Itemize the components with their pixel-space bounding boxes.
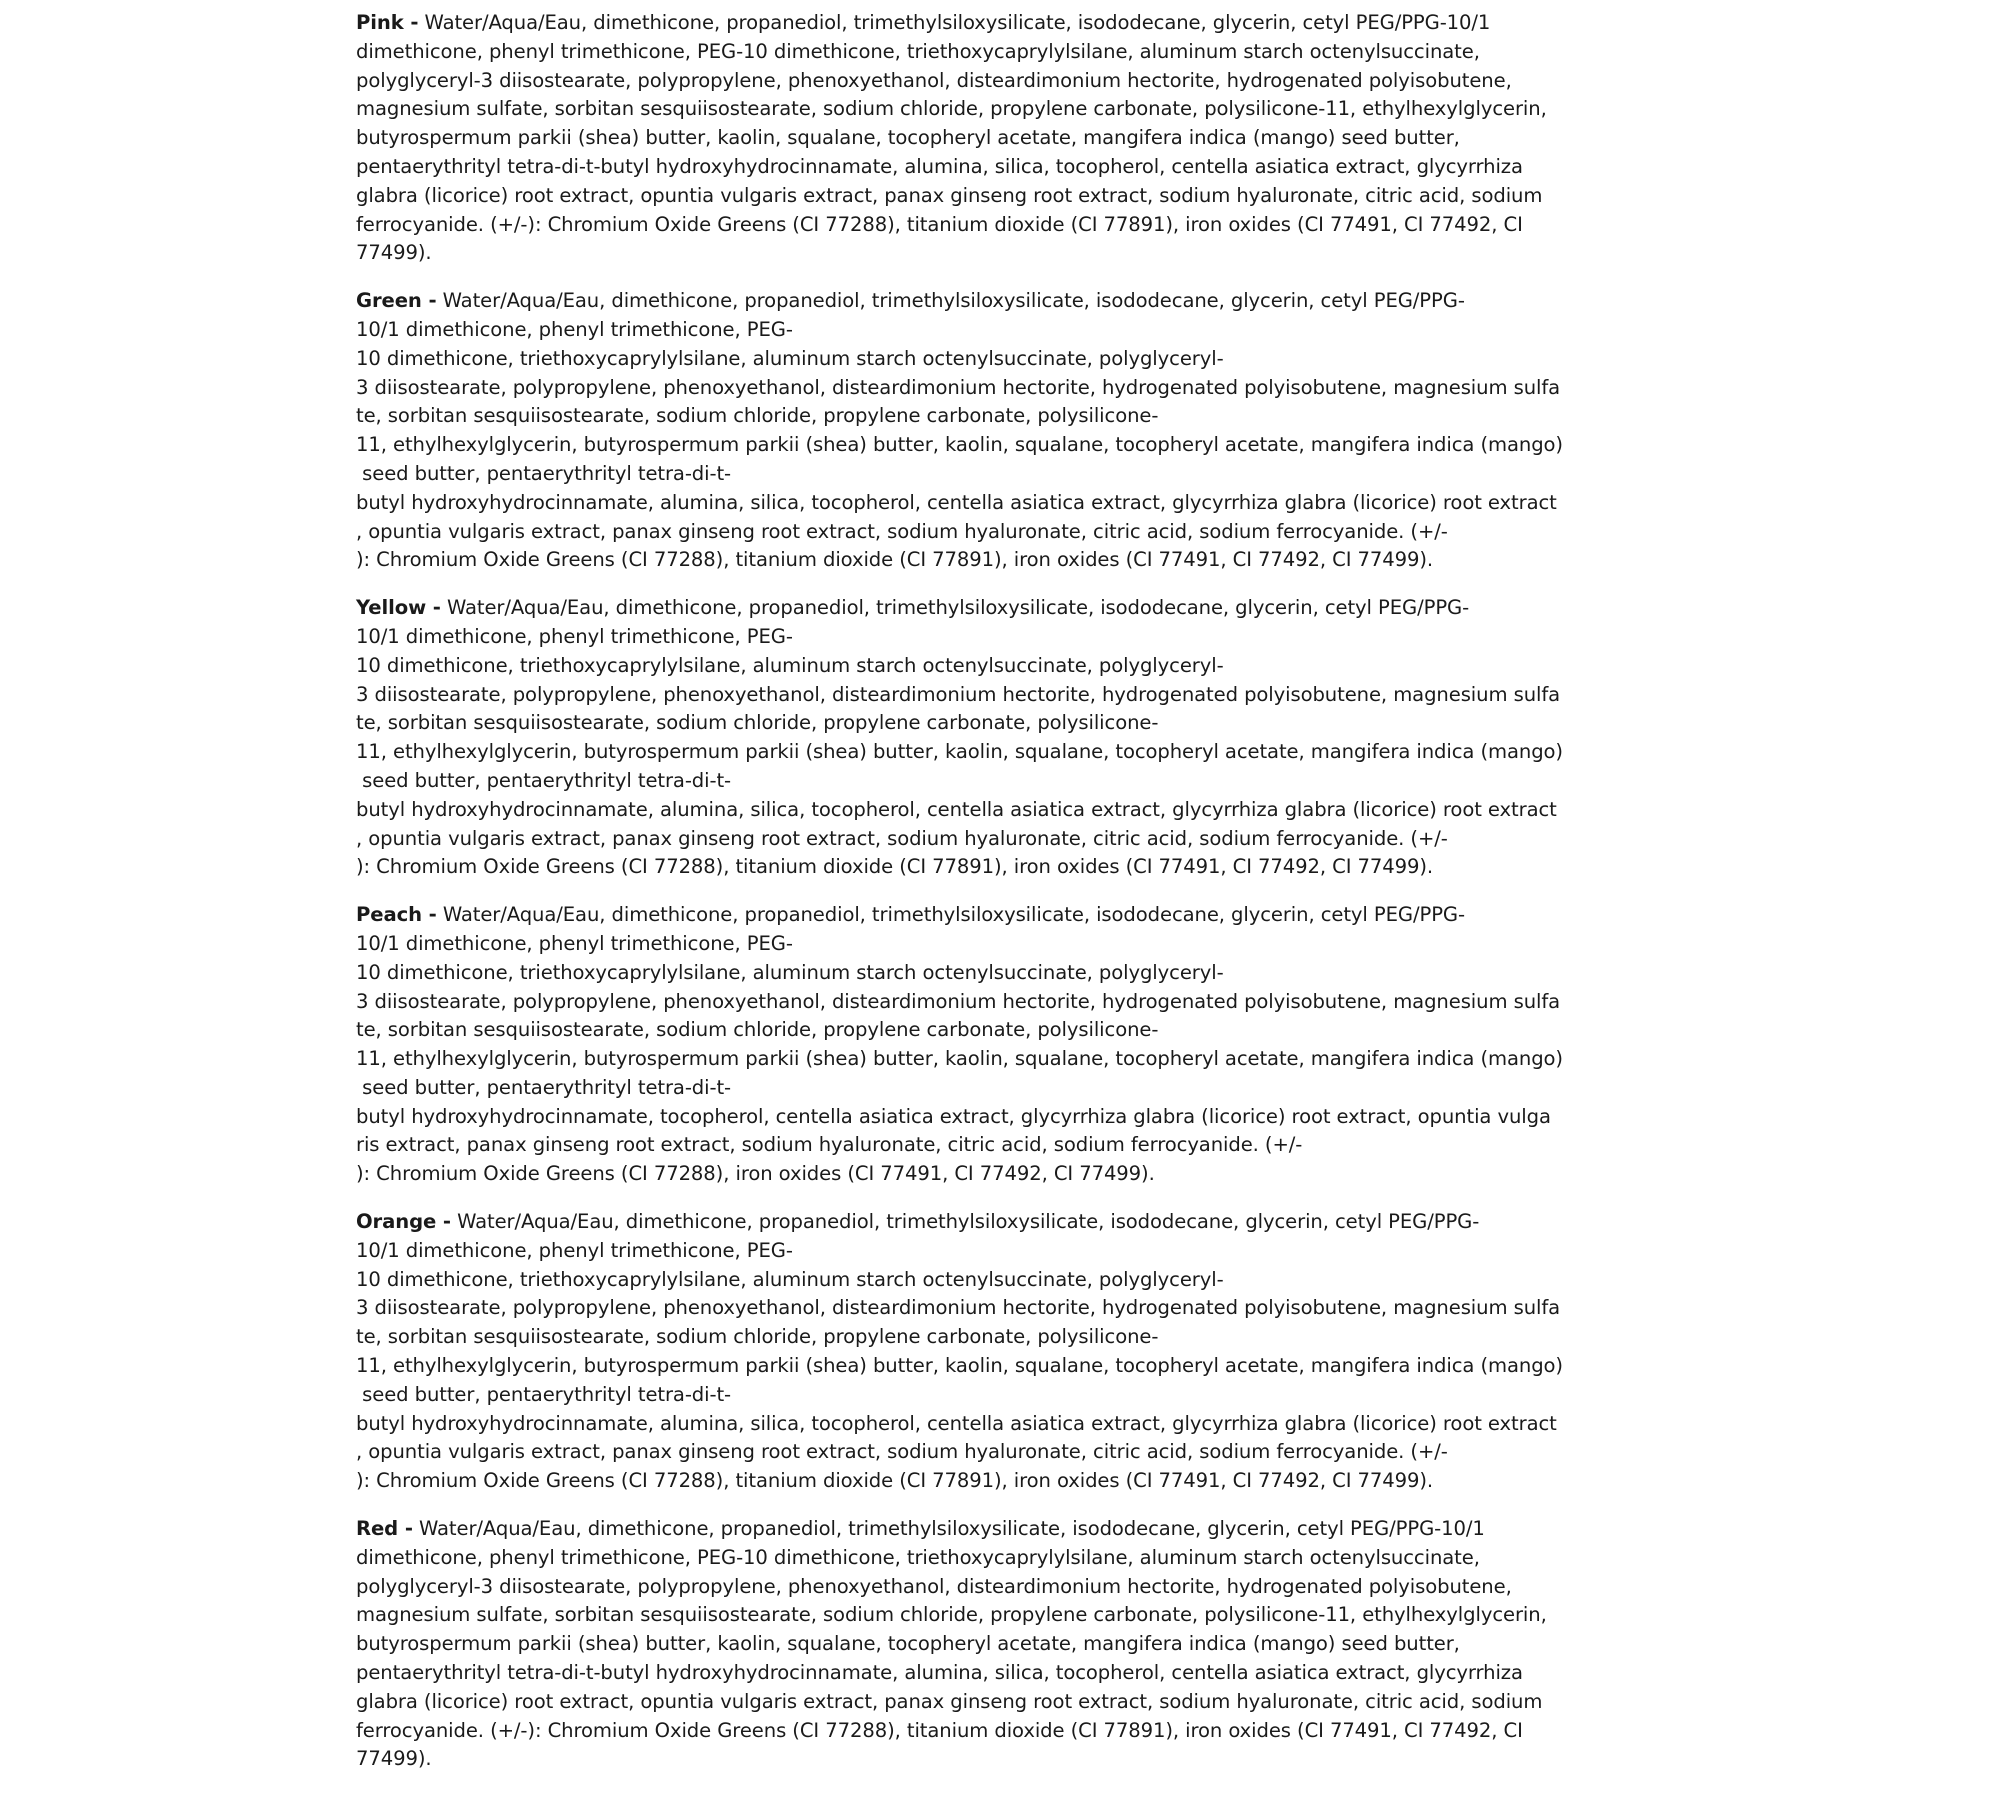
ingredient-text: Water/Aqua/Eau, dimethicone, propanediol, trimethylsiloxysilicate, isododecane, glycerin, cetyl PEG/PPG-10/1 <box>418 11 1491 34</box>
ingredient-text: 10/1 dimethicone, phenyl trimethicone, PEG- <box>356 931 793 955</box>
ingredient-text: 3 diisostearate, polypropylene, phenoxyethanol, disteardimonium hectorite, hydrogenated polyisobutene, magnesium sulfa <box>356 375 1561 399</box>
shade-label: Red - <box>356 1517 413 1541</box>
ingredient-line <box>356 402 1666 431</box>
ingredient-line <box>356 431 1666 460</box>
ingredient-line <box>356 38 1666 67</box>
ingredient-line <box>356 853 1666 882</box>
ingredient-line <box>356 1573 1666 1602</box>
ingredient-line <box>356 1717 1666 1746</box>
ingredient-text: 77499). <box>356 1747 432 1771</box>
ingredient-line <box>356 796 1666 825</box>
ingredient-text: dimethicone, phenyl trimethicone, PEG-10 dimethicone, triethoxycaprylylsilane, aluminum starch octenylsuccinate, <box>356 39 1480 63</box>
ingredient-line <box>356 518 1666 547</box>
ingredient-text: ): Chromium Oxide Greens (CI 77288), iron oxides (CI 77491, CI 77492, CI 77499). <box>356 1162 1155 1186</box>
ingredient-text: 11, ethylhexylglycerin, butyrospermum parkii (shea) butter, kaolin, squalane, tocopheryl acetate, mangifera indica (mango) <box>356 740 1563 764</box>
ingredient-line <box>356 287 1666 316</box>
ingredient-line <box>356 316 1666 345</box>
ingredient-text: seed butter, pentaerythrityl tetra-di-t- <box>356 1382 732 1406</box>
ingredient-text: 10/1 dimethicone, phenyl trimethicone, PEG- <box>356 1238 793 1262</box>
ingredient-text: 77499). <box>356 241 432 265</box>
ingredient-text: ris extract, panax ginseng root extract, sodium hyaluronate, citric acid, sodium ferrocyanide. (+/- <box>356 1133 1303 1157</box>
shade-label: Yellow - <box>356 596 441 620</box>
ingredient-line <box>356 546 1666 575</box>
ingredient-text: 10 dimethicone, triethoxycaprylylsilane, aluminum starch octenylsuccinate, polyglyceryl- <box>356 653 1224 677</box>
ingredients-document <box>356 9 1666 1793</box>
ingredient-line <box>356 239 1666 268</box>
ingredient-line <box>356 1074 1666 1103</box>
ingredient-text: , opuntia vulgaris extract, panax ginseng root extract, sodium hyaluronate, citric acid, sodium ferrocyanide. (+/- <box>356 826 1448 850</box>
ingredient-text: polyglyceryl-3 diisostearate, polypropylene, phenoxyethanol, disteardimonium hectorite, hydrogenated polyisobutene, <box>356 1574 1512 1598</box>
ingredient-line <box>356 153 1666 182</box>
ingredient-text: 10 dimethicone, triethoxycaprylylsilane, aluminum starch octenylsuccinate, polyglyceryl- <box>356 960 1224 984</box>
ingredient-line <box>356 9 1666 38</box>
ingredient-line <box>356 1515 1666 1544</box>
ingredient-line <box>356 1438 1666 1467</box>
ingredient-text: Water/Aqua/Eau, dimethicone, propanediol, trimethylsiloxysilicate, isododecane, glycerin, cetyl PEG/PPG- <box>440 596 1470 620</box>
ingredient-text: glabra (licorice) root extract, opuntia vulgaris extract, panax ginseng root extract, sodium hyaluronate, citric acid, sodium <box>356 1689 1543 1713</box>
shade-label: Orange - <box>356 1210 451 1234</box>
ingredient-text: butyrospermum parkii (shea) butter, kaolin, squalane, tocopheryl acetate, mangifera indica (mango) seed butter, <box>356 126 1460 150</box>
ingredient-line <box>356 1045 1666 1074</box>
ingredient-line <box>356 1352 1666 1381</box>
ingredient-line <box>356 959 1666 988</box>
ingredient-text: Water/Aqua/Eau, dimethicone, propanediol, trimethylsiloxysilicate, isododecane, glycerin, cetyl PEG/PPG- <box>436 903 1465 927</box>
ingredient-line <box>356 1410 1666 1439</box>
ingredient-section <box>356 287 1666 575</box>
ingredient-text: butyl hydroxyhydrocinnamate, alumina, silica, tocopherol, centella asiatica extract, glycyrrhiza glabra (licorice) root extract <box>356 1411 1557 1435</box>
ingredient-line <box>356 1544 1666 1573</box>
ingredient-line <box>356 1266 1666 1295</box>
ingredient-section <box>356 901 1666 1189</box>
ingredient-text: pentaerythrityl tetra-di-t-butyl hydroxyhydrocinnamate, alumina, silica, tocopherol, centella asiatica extract, glycyrrhiza <box>356 1661 1523 1685</box>
ingredient-text: pentaerythrityl tetra-di-t-butyl hydroxyhydrocinnamate, alumina, silica, tocopherol, centella asiatica extract, glycyrrhiza <box>356 154 1523 178</box>
ingredient-line <box>356 681 1666 710</box>
ingredient-text: te, sorbitan sesquiisostearate, sodium chloride, propylene carbonate, polysilicone- <box>356 404 1159 428</box>
ingredient-text: Water/Aqua/Eau, dimethicone, propanediol, trimethylsiloxysilicate, isododecane, glycerin, cetyl PEG/PPG-10/1 <box>412 1517 1485 1541</box>
ingredient-line <box>356 1630 1666 1659</box>
ingredient-line <box>356 1323 1666 1352</box>
ingredient-text: ): Chromium Oxide Greens (CI 77288), titanium dioxide (CI 77891), iron oxides (CI 77491, CI 77492, CI 77499). <box>356 855 1434 879</box>
ingredient-line <box>356 901 1666 930</box>
ingredient-text: 10 dimethicone, triethoxycaprylylsilane, aluminum starch octenylsuccinate, polyglyceryl- <box>356 1267 1224 1291</box>
ingredient-line <box>356 1601 1666 1630</box>
ingredient-line <box>356 1016 1666 1045</box>
ingredient-text: te, sorbitan sesquiisostearate, sodium chloride, propylene carbonate, polysilicone- <box>356 1325 1159 1349</box>
ingredient-text: te, sorbitan sesquiisostearate, sodium chloride, propylene carbonate, polysilicone- <box>356 1018 1159 1042</box>
ingredient-line <box>356 67 1666 96</box>
ingredient-section <box>356 594 1666 882</box>
ingredient-section <box>356 1515 1666 1774</box>
ingredient-line <box>356 1208 1666 1237</box>
ingredient-line <box>356 211 1666 240</box>
ingredient-line <box>356 930 1666 959</box>
ingredient-line <box>356 95 1666 124</box>
ingredient-text: butyl hydroxyhydrocinnamate, alumina, silica, tocopherol, centella asiatica extract, glycyrrhiza glabra (licorice) root extract <box>356 490 1557 514</box>
ingredient-line <box>356 652 1666 681</box>
ingredient-text: Water/Aqua/Eau, dimethicone, propanediol, trimethylsiloxysilicate, isododecane, glycerin, cetyl PEG/PPG- <box>450 1210 1480 1234</box>
ingredient-text: 11, ethylhexylglycerin, butyrospermum parkii (shea) butter, kaolin, squalane, tocopheryl acetate, mangifera indica (mango) <box>356 433 1563 457</box>
ingredient-text: ): Chromium Oxide Greens (CI 77288), titanium dioxide (CI 77891), iron oxides (CI 77491, CI 77492, CI 77499). <box>356 548 1434 572</box>
ingredient-text: 3 diisostearate, polypropylene, phenoxyethanol, disteardimonium hectorite, hydrogenated polyisobutene, magnesium sulfa <box>356 1296 1561 1320</box>
ingredient-section <box>356 1208 1666 1496</box>
ingredient-text: 10/1 dimethicone, phenyl trimethicone, PEG- <box>356 624 793 648</box>
ingredient-line <box>356 594 1666 623</box>
ingredient-line <box>356 1381 1666 1410</box>
ingredient-line <box>356 182 1666 211</box>
ingredient-line <box>356 1745 1666 1774</box>
ingredient-text: ferrocyanide. (+/-): Chromium Oxide Greens (CI 77288), titanium dioxide (CI 77891), iron oxides (CI 77491, CI 77492, CI <box>356 212 1523 236</box>
ingredient-line <box>356 1688 1666 1717</box>
ingredient-line <box>356 489 1666 518</box>
ingredient-text: butyl hydroxyhydrocinnamate, alumina, silica, tocopherol, centella asiatica extract, glycyrrhiza glabra (licorice) root extract <box>356 797 1557 821</box>
shade-label: Peach - <box>356 903 437 927</box>
ingredient-line <box>356 1467 1666 1496</box>
ingredient-text: 3 diisostearate, polypropylene, phenoxyethanol, disteardimonium hectorite, hydrogenated polyisobutene, magnesium sulfa <box>356 682 1561 706</box>
ingredient-text: te, sorbitan sesquiisostearate, sodium chloride, propylene carbonate, polysilicone- <box>356 711 1159 735</box>
ingredient-text: ): Chromium Oxide Greens (CI 77288), titanium dioxide (CI 77891), iron oxides (CI 77491, CI 77492, CI 77499). <box>356 1469 1434 1493</box>
ingredient-text: dimethicone, phenyl trimethicone, PEG-10 dimethicone, triethoxycaprylylsilane, aluminum starch octenylsuccinate, <box>356 1545 1480 1569</box>
ingredient-text: seed butter, pentaerythrityl tetra-di-t- <box>356 768 732 792</box>
ingredient-line <box>356 709 1666 738</box>
ingredient-line <box>356 988 1666 1017</box>
ingredient-line <box>356 1131 1666 1160</box>
ingredient-line <box>356 825 1666 854</box>
ingredient-line <box>356 623 1666 652</box>
ingredient-text: 10 dimethicone, triethoxycaprylylsilane, aluminum starch octenylsuccinate, polyglyceryl- <box>356 346 1224 370</box>
ingredient-text: butyl hydroxyhydrocinnamate, tocopherol, centella asiatica extract, glycyrrhiza glabra (licorice) root extract, opuntia vulga <box>356 1104 1551 1128</box>
ingredient-text: 11, ethylhexylglycerin, butyrospermum parkii (shea) butter, kaolin, squalane, tocopheryl acetate, mangifera indica (mango) <box>356 1047 1563 1071</box>
ingredient-text: magnesium sulfate, sorbitan sesquiisostearate, sodium chloride, propylene carbonate, polysilicone-11, ethylhexylglycerin, <box>356 97 1547 121</box>
ingredient-section <box>356 9 1666 268</box>
ingredient-line <box>356 124 1666 153</box>
ingredient-line <box>356 1659 1666 1688</box>
ingredient-text: magnesium sulfate, sorbitan sesquiisostearate, sodium chloride, propylene carbonate, polysilicone-11, ethylhexylglycerin, <box>356 1603 1547 1627</box>
ingredient-text: seed butter, pentaerythrityl tetra-di-t- <box>356 1075 732 1099</box>
ingredient-line <box>356 374 1666 403</box>
ingredient-line <box>356 460 1666 489</box>
ingredient-line <box>356 767 1666 796</box>
ingredient-text: 11, ethylhexylglycerin, butyrospermum parkii (shea) butter, kaolin, squalane, tocopheryl acetate, mangifera indica (mango) <box>356 1354 1563 1378</box>
ingredient-text: glabra (licorice) root extract, opuntia vulgaris extract, panax ginseng root extract, sodium hyaluronate, citric acid, sodium <box>356 183 1543 207</box>
ingredient-line <box>356 345 1666 374</box>
shade-label: Pink - <box>356 11 419 34</box>
ingredient-text: 10/1 dimethicone, phenyl trimethicone, PEG- <box>356 317 793 341</box>
ingredient-text: 3 diisostearate, polypropylene, phenoxyethanol, disteardimonium hectorite, hydrogenated polyisobutene, magnesium sulfa <box>356 989 1561 1013</box>
ingredient-line <box>356 1160 1666 1189</box>
shade-label: Green - <box>356 289 437 313</box>
ingredient-text: Water/Aqua/Eau, dimethicone, propanediol, trimethylsiloxysilicate, isododecane, glycerin, cetyl PEG/PPG- <box>436 289 1465 313</box>
ingredient-line <box>356 738 1666 767</box>
ingredient-text: ferrocyanide. (+/-): Chromium Oxide Greens (CI 77288), titanium dioxide (CI 77891), iron oxides (CI 77491, CI 77492, CI <box>356 1718 1523 1742</box>
ingredient-line <box>356 1294 1666 1323</box>
ingredient-text: seed butter, pentaerythrityl tetra-di-t- <box>356 461 732 485</box>
ingredient-text: butyrospermum parkii (shea) butter, kaolin, squalane, tocopheryl acetate, mangifera indica (mango) seed butter, <box>356 1632 1460 1656</box>
ingredient-line <box>356 1237 1666 1266</box>
ingredient-text: polyglyceryl-3 diisostearate, polypropylene, phenoxyethanol, disteardimonium hectorite, hydrogenated polyisobutene, <box>356 68 1512 92</box>
ingredient-text: , opuntia vulgaris extract, panax ginseng root extract, sodium hyaluronate, citric acid, sodium ferrocyanide. (+/- <box>356 1440 1448 1464</box>
ingredient-text: , opuntia vulgaris extract, panax ginseng root extract, sodium hyaluronate, citric acid, sodium ferrocyanide. (+/- <box>356 519 1448 543</box>
ingredient-line <box>356 1103 1666 1132</box>
